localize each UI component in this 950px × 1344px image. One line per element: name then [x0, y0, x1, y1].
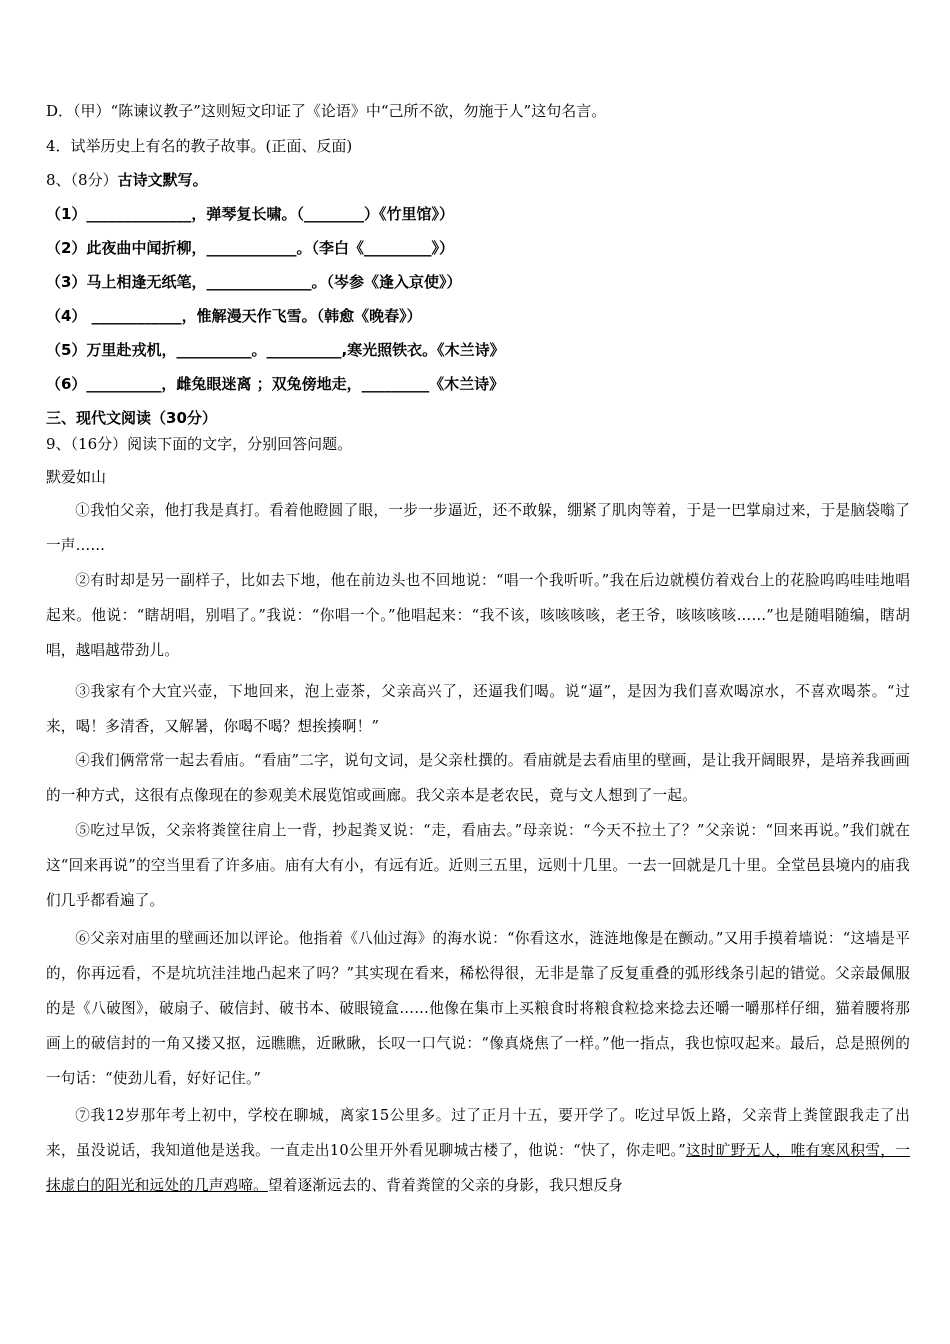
article-paragraph-4: ④我们俩常常一起去看庙。“看庙”二字，说句文词，是父亲杜撰的。看庙就是去看庙里的壁画，是让我开阔眼界，是培养我画画的一种方式，这很有点像现在的参观美术展览馆或画廊。我父亲本是老农民，竟与文人想到了一起。 — [46, 752, 910, 804]
question-option-d: D．（甲）“陈谏议教子”这则短文印证了《论语》中“己所不欲，勿施于人”这句名言。 — [46, 102, 607, 120]
paragraph-7-text: ⑦我12岁那年考上初中，学校在聊城，离家15公里多。过了正月十五，要开学了。吃过早饭上路，父亲背上粪筐跟我走了出来，虽没说话，我知道他是送我。一直走出10公里开外看见聊城古楼了，他说：“快了，你走吧。” — [46, 1107, 910, 1159]
question-4: 4．试举历史上有名的教子故事。(正面、反面) — [46, 137, 353, 155]
question-8-item-2: （2）此夜曲中闻折柳，____________。（李白《_________》） — [46, 239, 454, 257]
article-paragraph-3: ③我家有个大宜兴壶，下地回来，泡上壶茶，父亲高兴了，还逼我们喝。说“逼”，是因为我们喜欢喝凉水，不喜欢喝茶。“过来，喝！多清香，又解暑，你喝不喝？想挨揍啊！” — [46, 683, 910, 735]
question-8-item-6: （6）__________，雌兔眼迷离 ；双兔傍地走，_________《木兰诗》 — [46, 375, 505, 393]
article-paragraph-6: ⑥父亲对庙里的壁画还加以评论。他指着《八仙过海》的海水说：“你看这水，涟涟地像是在颤动。”又用手摸着墙说：“这墙是平的，你再远看，不是坑坑洼洼地凸起来了吗？”其实现在看来，稀松得很，无非是靠了反复重叠的弧形线条引起的错觉。父亲最佩服的是《八破图》，破扇子、破信封、破书本、破眼镜盒……他像在集市上买粮食时将粮食粒捻来捻去还嚼一嚼那样仔细，猫着腰将那画上的破信封的一角又搂又抠，远瞧瞧，近瞅瞅，长叹一口气说：“像真烧焦了一样。”他一指点，我也惊叹起来。最后，总是照例的一句话：“使劲儿看，好好记住。” — [46, 930, 910, 1087]
paragraph-7-underlined-sentence: 这时旷野无人，唯有寒风积雪，一抹虚白的阳光和远处的几声鸡啼。 — [46, 1142, 910, 1194]
article-paragraph-5: ⑤吃过早饭，父亲将粪筐往肩上一背，抄起粪叉说：“走，看庙去。”母亲说：“今天不拉土了？”父亲说：“回来再说。”我们就在这“回来再说”的空当里看了许多庙。庙有大有小，有远有近。近则三五里，远则十几里。一去一回就是几十里。全堂邑县境内的庙我们几乎都看遍了。 — [46, 822, 910, 909]
paragraph-7-continuation: 望着逐渐远去的、背着粪筐的父亲的身影，我只想反身 — [267, 1177, 623, 1194]
question-9: 9、（16分）阅读下面的文字，分别回答问题。 — [46, 435, 353, 453]
question-8-item-3: （3）马上相逢无纸笔，______________。（岑参《逢入京使》） — [46, 273, 462, 291]
question-8-item-4: （4） ____________，惟解漫天作飞雪。（韩愈《晚春》） — [46, 307, 422, 325]
section-3-heading: 三、现代文阅读（30分） — [46, 409, 217, 427]
question-8-header — [46, 170, 908, 190]
question-8-title: 古诗文默写。 — [117, 171, 208, 189]
article-title: 默爱如山 — [46, 468, 107, 486]
question-8-number: 8、（8分） — [46, 171, 118, 189]
article-paragraph-2: ②有时却是另一副样子，比如去下地，他在前边头也不回地说：“唱一个我听听。”我在后边就模仿着戏台上的花脸呜呜哇哇地唱起来。他说：“瞎胡唱，别唱了。”我说：“你唱一个。”他唱起来：“我不该，咳咳咳咳，老王爷，咳咳咳咳……”也是随唱随编，瞎胡唱，越唱越带劲儿。 — [46, 572, 910, 659]
article-paragraph-1: ①我怕父亲，他打我是真打。看着他瞪圆了眼，一步一步逼近，还不敢躲，绷紧了肌肉等着，于是一巴掌扇过来，于是脑袋嗡了一声…… — [46, 502, 910, 554]
article-paragraph-7 — [46, 1098, 910, 1203]
question-8-item-1: （1）______________，弹琴复长啸。（________）《竹里馆》） — [46, 205, 454, 223]
question-8-item-5: （5）万里赴戎机，__________。__________,寒光照铁衣。《木兰诗》 — [46, 341, 505, 359]
